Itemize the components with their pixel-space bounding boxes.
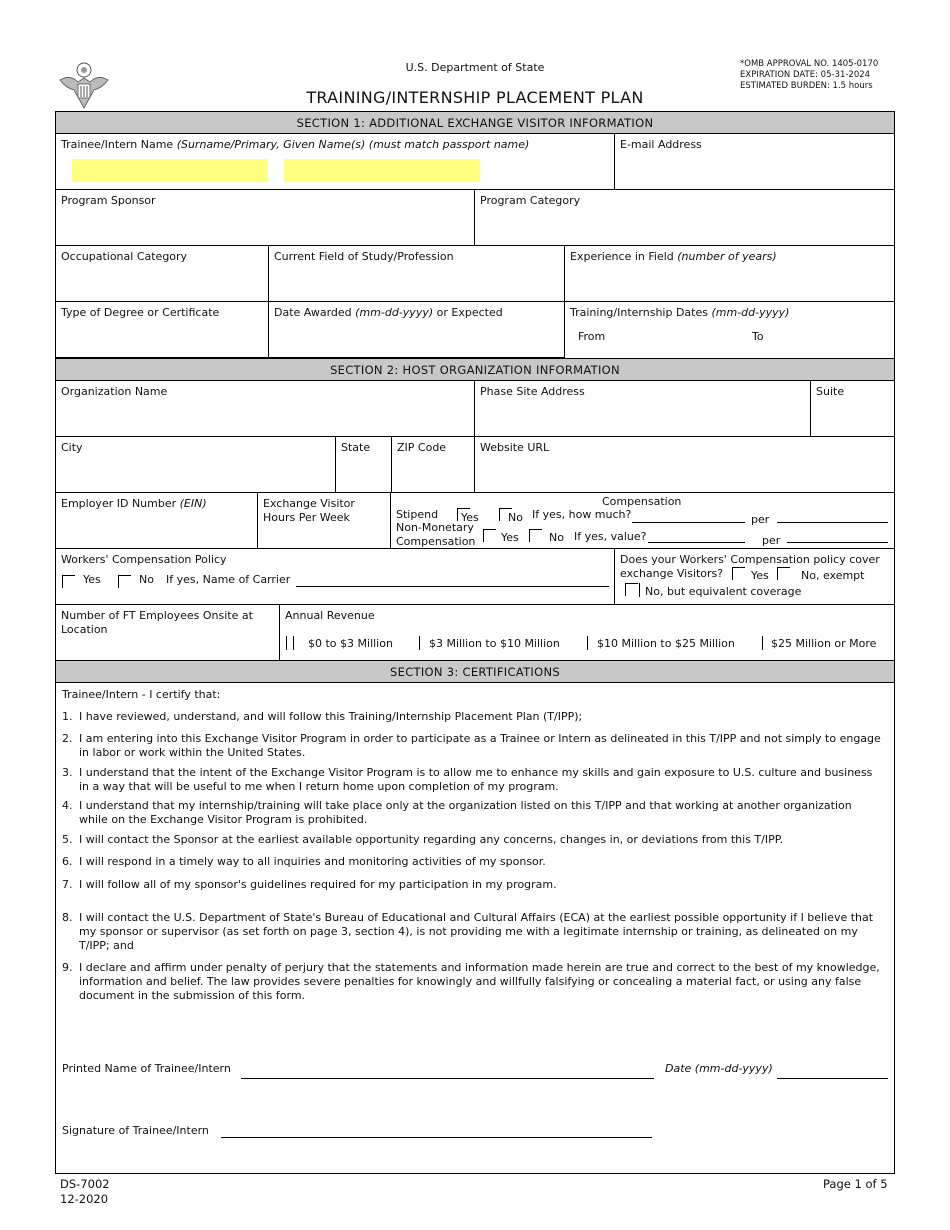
omb-approval: *OMB APPROVAL NO. 1405-0170 EXPIRATION DATE: 05-31-2024 ESTIMATED BURDEN: 1.5 hours [740, 59, 879, 91]
program-sponsor-field[interactable]: Program Sponsor [56, 190, 475, 246]
workers-comp-field: Workers' Compensation Policy Yes No If yes, Name of Carrier [56, 549, 615, 605]
printed-name-input[interactable] [241, 1078, 654, 1079]
email-field[interactable]: E-mail Address [615, 134, 894, 190]
city-field[interactable]: City [56, 437, 336, 493]
non-monetary-per-input[interactable] [787, 542, 888, 543]
form-body [55, 111, 895, 1174]
cert-item-9: 9. I declare and affirm under penalty of perjury that the statements and information made herein are true and correct to the best of my knowledge, information and belief. The law provides severe penalties for knowingly and willfully falsifying or concealing a material fact, or using any false document in the submission of this form. [62, 961, 880, 1002]
phase-site-address-field[interactable]: Phase Site Address [475, 381, 811, 437]
non-monetary-value-input[interactable] [648, 542, 745, 543]
signature-label: Signature of Trainee/Intern [62, 1124, 209, 1137]
cert-item-7: 7. I will follow all of my sponsor's guidelines required for my participation in my program. [62, 878, 557, 891]
cert-item-8: 8. I will contact the U.S. Department of State's Bureau of Educational and Cultural Affairs (ECA) at the earliest possible opportunity if I believe that my sponsor or supervisor (as set forth on page 3, section 4), is not providing me with a legitimate internship or training, as delineated on my T/IPP; and [62, 911, 874, 952]
department-name: U.S. Department of State [405, 61, 545, 74]
surname-input[interactable] [72, 159, 268, 182]
ein-field[interactable]: Employer ID Number (EIN) [56, 493, 258, 549]
cert-item-5: 5. I will contact the Sponsor at the earliest available opportunity regarding any concerns, changes in, or deviations from this T/IPP. [62, 833, 784, 846]
given-name-input[interactable] [284, 159, 480, 182]
organization-name-field[interactable]: Organization Name [56, 381, 475, 437]
training-dates-field[interactable]: Training/Internship Dates (mm-dd-yyyy) From To [570, 306, 790, 343]
covers-equivalent-checkbox[interactable] [625, 583, 638, 596]
occupational-category-field[interactable]: Occupational Category [56, 246, 269, 302]
workers-comp-no-checkbox[interactable] [118, 575, 131, 588]
revenue-3-10m-radio[interactable] [419, 636, 420, 650]
degree-type-field[interactable]: Type of Degree or Certificate [56, 302, 269, 358]
section-1-header: SECTION 1: ADDITIONAL EXCHANGE VISITOR INFORMATION [56, 111, 894, 134]
to-label: To [752, 330, 764, 343]
zip-field[interactable]: ZIP Code [392, 437, 475, 493]
state-field[interactable]: State [336, 437, 392, 493]
stipend-per-input[interactable] [777, 522, 888, 523]
cert-item-4: 4. I understand that my internship/training will take place only at the organization listed on this T/IPP and that working at another organization while on the Exchange Visitor Program is prohibited. [62, 799, 852, 826]
non-monetary-yes-checkbox[interactable] [483, 529, 496, 542]
date-label: Date (mm-dd-yyyy) [665, 1062, 773, 1075]
compensation-label: Compensation [602, 495, 682, 508]
cert-item-2: 2. I am entering into this Exchange Visitor Program in order to participate as a Trainee or Intern as delineated in this T/IPP and not simply to engage in labor or work within the United States. [62, 732, 881, 759]
section-3-header: SECTION 3: CERTIFICATIONS [56, 660, 894, 683]
stipend-amount-input[interactable] [632, 522, 745, 523]
annual-revenue-field: Annual Revenue $0 to $3 Million $3 Million to $10 Million $10 Million to $25 Million $25 Million or More [285, 609, 877, 650]
cert-item-1: 1. I have reviewed, understand, and will follow this Training/Internship Placement Plan (T/IPP); [62, 710, 583, 723]
carrier-name-input[interactable] [296, 586, 609, 587]
cert-item-3: 3. I understand that the intent of the Exchange Visitor Program is to allow me to enhance my skills and gain exposure to U.S. culture and business in a way that will be useful to me when I return home upon completion of my program. [62, 766, 873, 793]
section-2-header: SECTION 2: HOST ORGANIZATION INFORMATION [56, 358, 894, 381]
covers-no-exempt-checkbox[interactable] [777, 567, 790, 580]
revenue-0-3m-radio[interactable] [293, 636, 294, 650]
covers-visitors-field: Does your Workers' Compensation policy cover exchange Visitors? Yes No, exempt No, but equivalent coverage [615, 549, 894, 605]
revenue-25m-plus-radio[interactable] [762, 636, 763, 650]
certify-intro: Trainee/Intern - I certify that: [62, 688, 221, 701]
non-monetary-no-checkbox[interactable] [529, 529, 542, 542]
date-awarded-field[interactable]: Date Awarded (mm-dd-yyyy) or Expected [269, 302, 565, 358]
ft-employees-field[interactable]: Number of FT Employees Onsite at Location [56, 605, 280, 661]
covers-yes-checkbox[interactable] [732, 567, 745, 580]
page-number: Page 1 of 5 [823, 1177, 888, 1191]
workers-comp-yes-checkbox[interactable] [62, 575, 75, 588]
program-category-field[interactable]: Program Category [475, 190, 894, 246]
form-number: DS-7002 12-2020 [60, 1177, 110, 1206]
revenue-10-25m-radio[interactable] [587, 636, 588, 650]
signature-input[interactable] [221, 1137, 652, 1138]
experience-field[interactable]: Experience in Field (number of years) [565, 246, 894, 302]
printed-name-label: Printed Name of Trainee/Intern [62, 1062, 231, 1075]
form-title: TRAINING/INTERNSHIP PLACEMENT PLAN [306, 88, 644, 107]
hours-per-week-field[interactable]: Exchange Visitor Hours Per Week [258, 493, 391, 549]
cert-item-6: 6. I will respond in a timely way to all inquiries and monitoring activities of my sponsor. [62, 855, 546, 868]
compensation-field: Compensation Stipend Yes No If yes, how much? per Non-Monetary Compensation Yes No If yes, value? per [391, 493, 894, 549]
date-input[interactable] [777, 1078, 888, 1079]
trainee-name-field[interactable]: Trainee/Intern Name (Surname/Primary, Given Name(s) (must match passport name) [56, 134, 615, 190]
suite-field[interactable]: Suite [811, 381, 894, 437]
field-of-study-field[interactable]: Current Field of Study/Profession [269, 246, 565, 302]
from-label: From [578, 330, 606, 343]
website-field[interactable]: Website URL [475, 437, 894, 493]
